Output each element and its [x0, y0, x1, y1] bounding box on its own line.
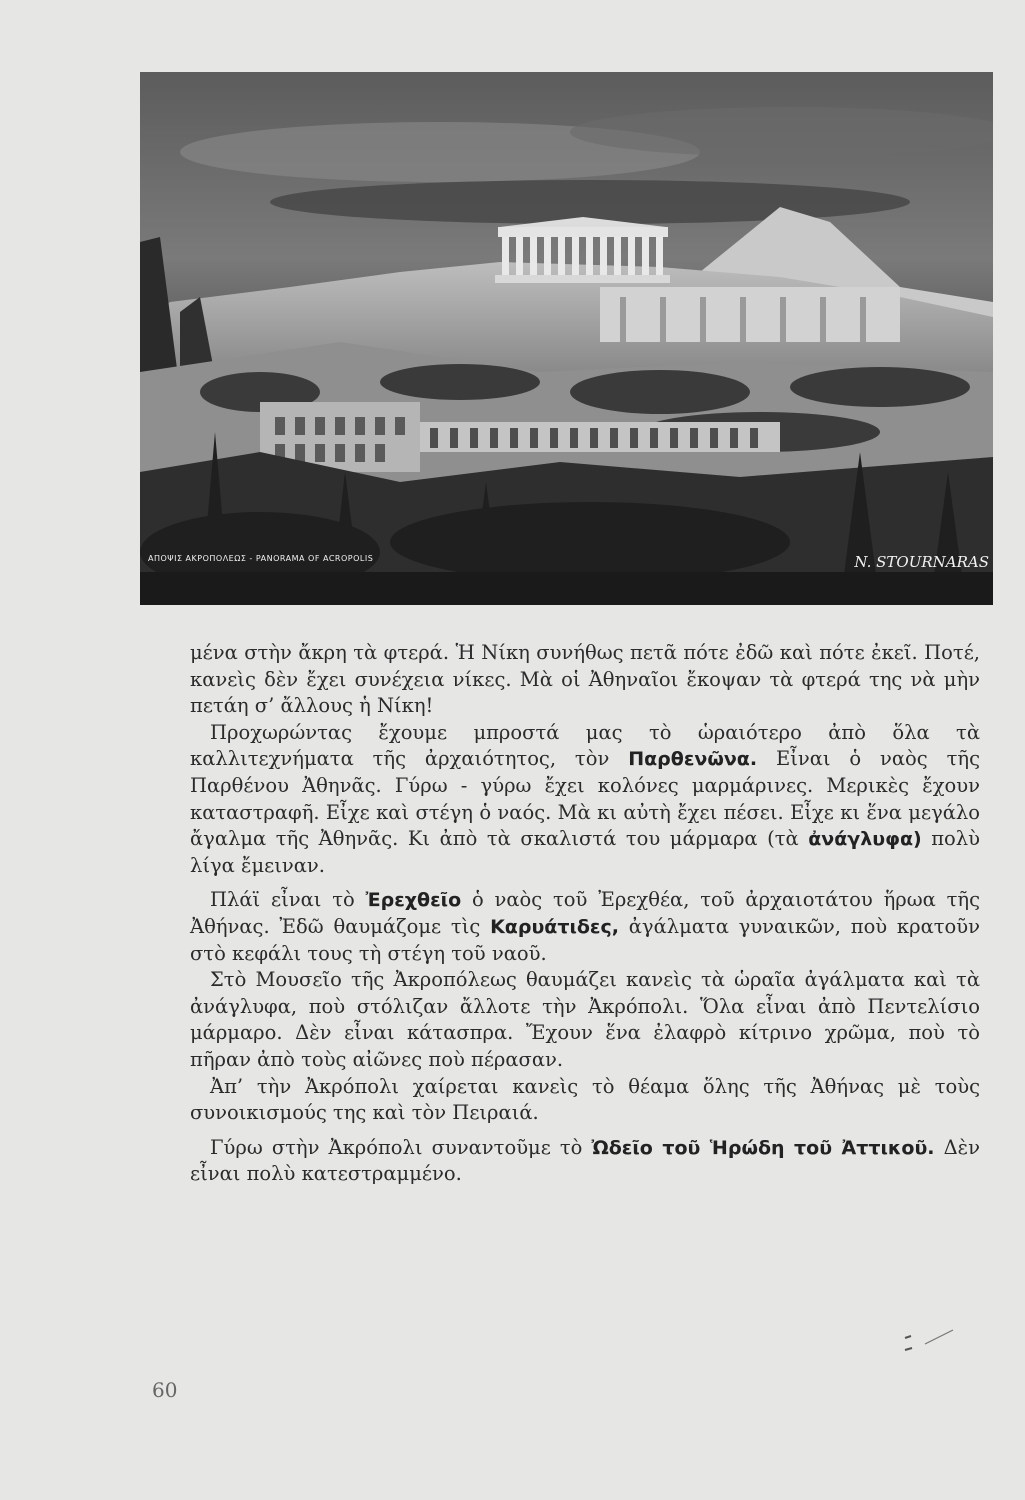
- text-run: ὁ ναὸς τοῦ Ἐρεχθέα, τοῦ ἀρχαιοτάτου ἥρωα τῆς Ἀθήνας. Ἐδῶ θαυμάζομε τὶς: [190, 888, 981, 938]
- term-odeon: Ὠδεῖο τοῦ Ἡρώδη τοῦ Ἀττικοῦ.: [591, 1136, 935, 1159]
- page-number: 60: [152, 1378, 178, 1402]
- text-run: πολὺ λίγα ἔμειναν.: [190, 827, 981, 877]
- photo-credit: N. STOURNARAS: [854, 553, 989, 571]
- term-erechtheion: Ἐρεχθεῖο: [365, 889, 462, 912]
- term-parthenon: Παρθενῶνα.: [628, 748, 758, 771]
- text-run: Προχωρώντας ἔχουμε μπροστά μας τὸ ὡραιότερο ἀπὸ ὅλα τὰ καλλιτεχνήματα τῆς ἀρχαιότητος, τὸν: [190, 720, 980, 771]
- paragraph-1: [190, 640, 980, 720]
- text-run: ἀγάλματα γυναικῶν, ποὺ κρατοῦν στὸ κεφάλι τους τὴ στέγη τοῦ ναοῦ.: [190, 914, 980, 965]
- acropolis-panorama-photo: [140, 72, 993, 605]
- text-run: Δὲν εἶναι πολὺ κατεστραμμένο.: [190, 1135, 980, 1186]
- paragraph-view: [190, 1074, 980, 1127]
- text-run: Στὸ Μουσεῖο τῆς Ἀκροπόλεως θαυμάζει κανεὶς τὰ ὡραῖα ἀγάλματα καὶ τὰ ἀνάγλυφα, ποὺ στόλιζαν ἄλλοτε τὴν Ἀκρόπολι. Ὅλα εἶναι ἀπὸ Πεντελίσιο μάρμαρο. Δὲν εἶναι κάτασπρα. Ἔχουν ἕνα ἐλαφρὸ κίτρινο χρῶμα, ποὺ τὸ πῆραν ἀπὸ τοὺς αἰῶνες ποὺ πέρασαν.: [190, 968, 980, 1071]
- paragraph-erechtheion: [190, 887, 980, 967]
- text-run: Πλάϊ εἶναι τὸ: [210, 888, 366, 912]
- photo-caption: ΑΠΟΨΙΣ ΑΚΡΟΠΟΛΕΩΣ - PANORAMA OF ACROPOLIS: [148, 554, 374, 563]
- text-run: Γύρω στὴν Ἀκρόπολι συναντοῦμε τὸ: [210, 1135, 592, 1159]
- text-run: Ἀπ’ τὴν Ἀκρόπολι χαίρεται κανεὶς τὸ θέαμα ὅλης τῆς Ἀθήνας μὲ τοὺς συνοικισμούς της καὶ τὸν Πειραιά.: [190, 1074, 980, 1125]
- pencil-marks: [895, 1320, 955, 1380]
- paragraph-parthenon: [190, 720, 980, 880]
- acropolis-photo: [140, 72, 993, 605]
- paragraph-1-text: μένα στὴν ἄκρη τὰ φτερά. Ἡ Νίκη συνήθως πετᾶ πότε ἐδῶ καὶ πότε ἐκεῖ. Ποτέ, κανεὶς δὲν ἔχει συνέχεια νίκες. Μὰ οἱ Ἀθηναῖοι ἔκοψαν τὰ φτερά της νὰ μὴν πετάη σ’ ἄλλους ἡ Νίκη!: [190, 641, 980, 718]
- body-text: [190, 640, 980, 1188]
- paragraph-museum: [190, 967, 980, 1073]
- term-caryatids: Καρυάτιδες,: [490, 915, 619, 938]
- paragraph-odeon: [190, 1135, 980, 1188]
- text-run: Εἶναι ὁ ναὸς τῆς Παρθένου Ἀθηνᾶς. Γύρω - γύρω ἔχει κολόνες μαρμάρινες. Μερικὲς ἔχουν καταστραφῆ. Εἶχε καὶ στέγη ὁ ναός. Μὰ κι αὐτὴ ἔχει πέσει. Εἶχε κι ἕνα μεγάλο ἄγαλμα τῆς Ἀθηνᾶς. Κι ἀπὸ τὰ σκαλιστά του μάρμαρα (τὰ: [190, 747, 980, 851]
- term-anaglypha: ἀνάγλυφα): [808, 828, 922, 851]
